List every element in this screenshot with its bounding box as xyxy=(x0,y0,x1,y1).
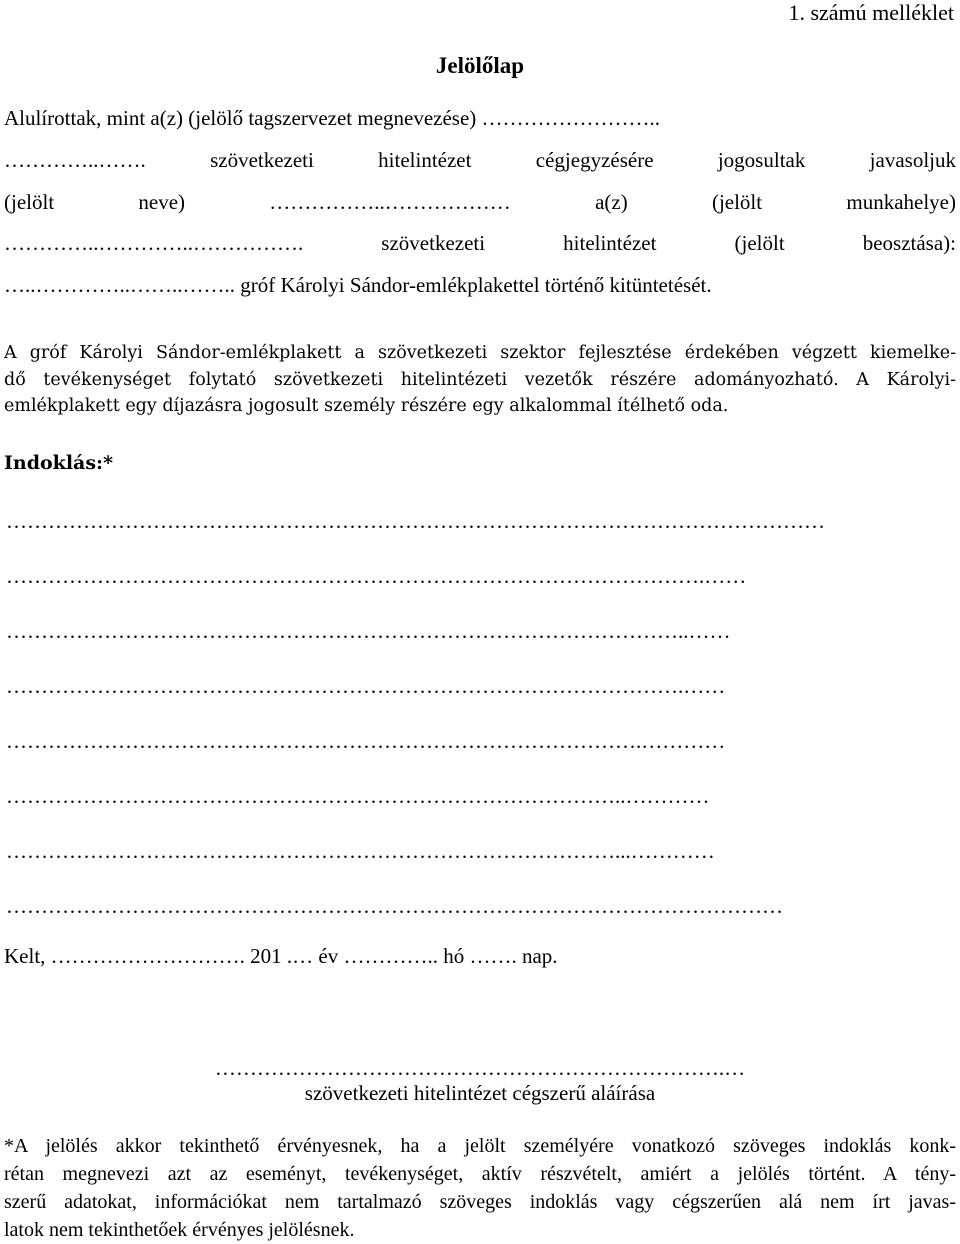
justification-line: ……………………………………………………………………………..………… xyxy=(6,784,710,808)
footnote-line: latok nem tekinthetőek érvényes jelölésnek. xyxy=(4,1219,355,1241)
justification-heading: Indoklás:* xyxy=(4,452,113,474)
description-line: A gróf Károlyi Sándor-emlékplakett a szövetkezeti szektor fejlesztése érdekében végzett kiemelke- xyxy=(4,343,956,363)
footnote xyxy=(4,1132,956,1244)
annex-label: 1. számú melléklet xyxy=(788,0,954,25)
form-title: Jelölőlap xyxy=(435,53,525,78)
footnote-line: szerű adatokat, információkat nem tartalmazó szöveges indoklás vagy cégszerűen alá nem írt javas- xyxy=(4,1191,956,1213)
justification-line: ……………………………………………………………………………………………………… xyxy=(6,509,825,533)
award-description xyxy=(4,340,956,420)
date-line: Kelt, ………………………. 201 .… év ………….. hó ……. nap. xyxy=(4,944,558,968)
signature-label: szövetkezeti hitelintézet cégszerű aláírása xyxy=(304,1081,656,1105)
nomination-line-3: (jelölt neve) ……………..……………… a(z) (jelölt munkahelye) xyxy=(4,190,956,214)
nomination-line-4: …………..…………..……………. szövetkezeti hitelintézet (jelölt beosztása): xyxy=(4,231,956,255)
nomination-line-1: Alulírottak, mint a(z) (jelölő tagszervezet megnevezése) …………………….. xyxy=(4,106,661,130)
footnote-line: rétan megnevezi azt az eseményt, tevékenységet, aktív részvételt, amiért a jelölés történt. A tény- xyxy=(4,1163,956,1185)
footnote-line: *A jelölés akkor tekinthető érvényesnek, ha a jelölt személyére vonatkozó szöveges indoklás konk- xyxy=(4,1135,956,1157)
signature-line: ……………………………………………………………….… xyxy=(214,1056,746,1080)
justification-line: ……………………………………………………………………………………….…… xyxy=(6,564,747,588)
justification-line: ……………………………………………………………………………………..…… xyxy=(6,619,731,643)
justification-line: ……………………………………………………………………………….………… xyxy=(6,729,726,753)
justification-line: …………………………………………………………………………………….…… xyxy=(6,674,726,698)
justification-line: ……………………………………………………………………………...………… xyxy=(6,839,715,863)
description-line: dő tevékenységet folytató szövetkezeti hitelintézeti vezetők részére adományozható. A Károlyi- xyxy=(4,369,956,390)
nomination-line-5: …..…………..……..…….. gróf Károlyi Sándor-emlékplakettel történő kitüntetését. xyxy=(4,273,712,297)
justification-line: ………………………………………………………………………………………………… xyxy=(6,894,783,918)
description-line: emlékplakett egy díjazásra jogosult személy részére egy alkalommal ítélhető oda. xyxy=(4,396,729,416)
nomination-line-2: …………..……. szövetkezeti hitelintézet cégjegyzésére jogosultak javasoljuk xyxy=(4,148,956,172)
